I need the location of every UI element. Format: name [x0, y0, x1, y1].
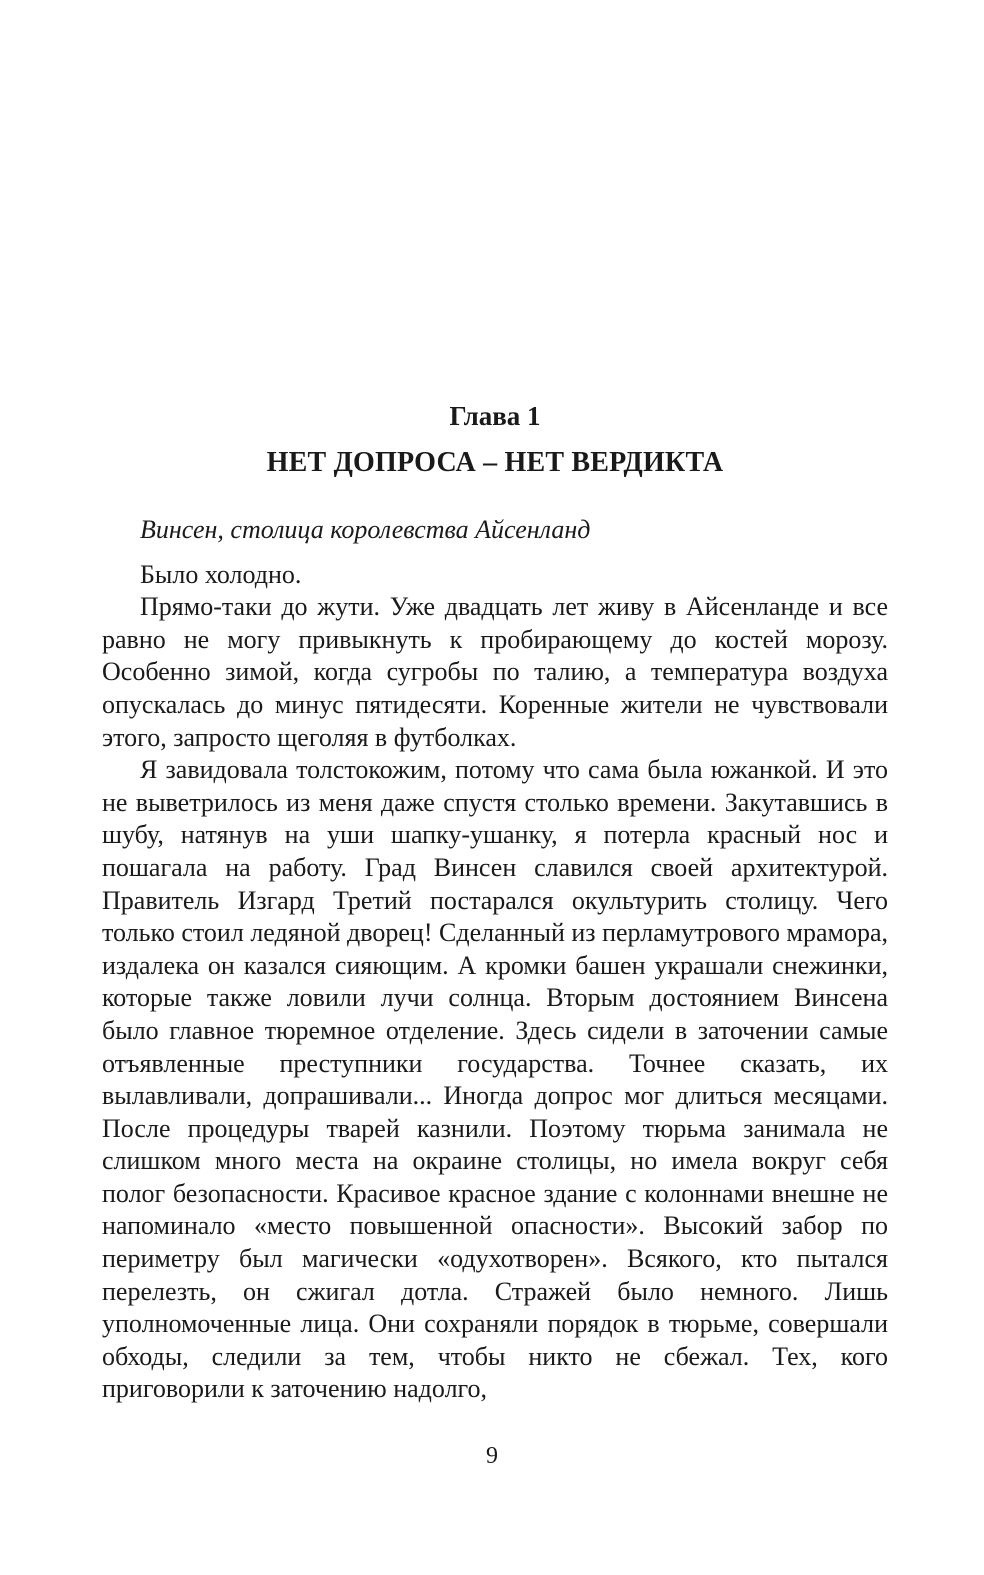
paragraph: Я завидовала толстокожим, потому что сама была южанкой. И это не выветрилось из меня даже спустя столько времени. Закутавшись в шубу, натянув на уши шапку-ушанку, я потерла красный нос и пошагала на работу. Град Винсен славился своей архитектурой. Правитель Изгард Третий постарался окультурить столицу. Чего только стоил ледяной дворец! Сделанный из перламутрового мрамора, издалека он казался сияющим. А кромки башен украшали снежинки, которые также ловили лучи солнца. Вторым достоянием Винсена было главное тюремное отделение. Здесь сидели в заточении самые отъявленные преступники государства. Точнее сказать, их вылавливали, допрашивали... Иногда допрос мог длиться месяцами. После процедуры тварей казнили. Поэтому тюрьма занимала не слишком много места на окраине столицы, но имела вокруг себя полог безопасности. Красивое красное здание с колоннами внешне не напоминало «место повышенной опасности». Высокий забор по периметру был магически «одухотворен». Всякого, кто пытался перелезть, он сжигал дотла. Стражей было немного. Лишь уполномоченные лица. Они сохраняли порядок в тюрьме, совершали обходы, следили за тем, чтобы никто не сбежал. Тех, кого приговорили к заточению надолго,	[102, 755, 888, 1404]
paragraph: Было холодно.	[140, 559, 302, 589]
page-number: 9	[486, 1443, 498, 1469]
chapter-number: Глава 1	[449, 401, 541, 431]
location-line: Винсен, столица королевства Айсенланд	[140, 515, 591, 544]
chapter-title: НЕТ ДОПРОСА – НЕТ ВЕРДИКТА	[266, 447, 724, 478]
chapter-header	[102, 400, 888, 480]
paragraph: Прямо-таки до жути. Уже двадцать лет живу в Айсенланде и все равно не могу привыкнуть к пробирающему до костей морозу. Особенно зимой, когда сугробы по талию, а температура воздуха опускалась до минус пятидесяти. Коренные жители не чувствовали этого, запросто щеголяя в футболках.	[102, 592, 888, 752]
body-text	[102, 514, 888, 1406]
